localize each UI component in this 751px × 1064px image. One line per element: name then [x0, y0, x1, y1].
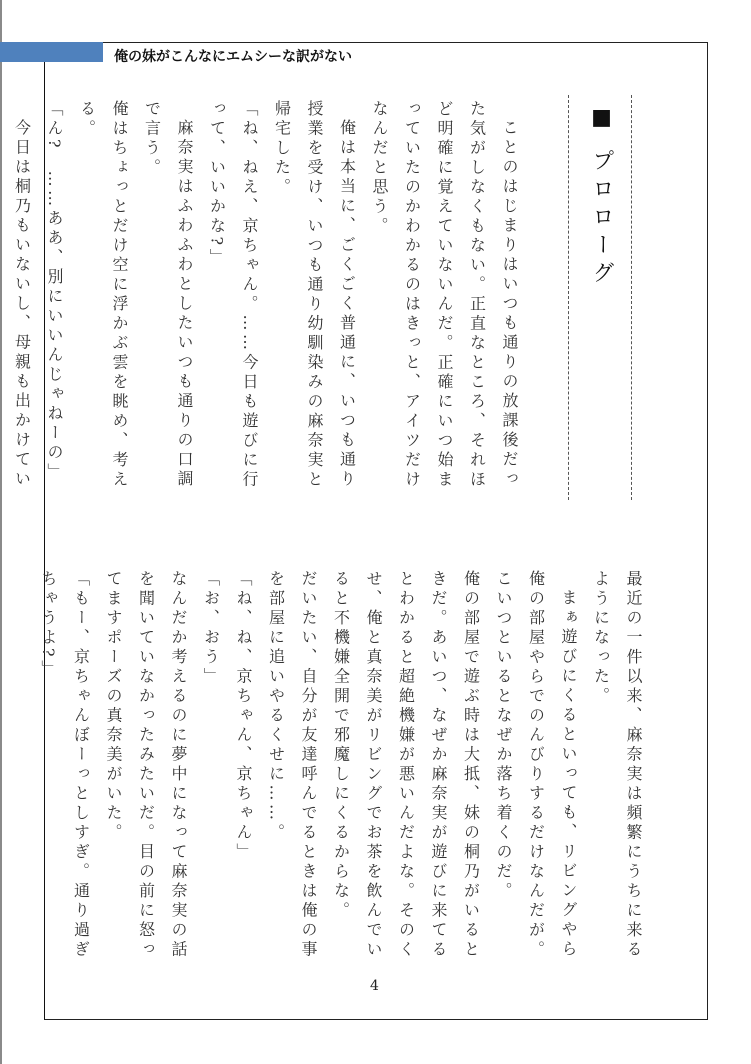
paragraph: なんだか考えるのに夢中になって麻奈実の話を聞いていなかったみたいだ。目の前に怒ってますポーズの真奈美がいた。: [104, 570, 188, 960]
paragraph: 俺の部屋で遊ぶ時は大抵、妹の桐乃がいるときだ。あいつ、なぜか麻奈実が遊びに来てるとわかると超絶機嫌が悪いんだよな。そのくせ、俺と真奈美がリビングでお茶を飲んでいると不機嫌全開で邪魔しにくるからな。: [331, 570, 481, 960]
paragraph: 最近の一件以来、麻奈実は頻繁にうちに来るようになった。: [591, 570, 643, 960]
chapter-heading-box: [568, 95, 632, 500]
paragraph: 今日は桐乃もいないし、母親も出かけてい: [12, 119, 32, 490]
body-text-upper: [0, 100, 525, 492]
body-text-lower: [32, 570, 650, 962]
paragraph: ことのはじまりはいつも通りの放課後だった気がしなくもない。正直なところ、それほど明確に覚えていないんだ。正確にいつ始まっていたのかわかるのはきっと、アイツだけなんだと思う。: [370, 100, 519, 490]
paragraph: まぁ遊びにくるといっても、リビングやら俺の部屋やらでのんびりするだけなんだが。こいつといるとなぜか落ち着くのだ。: [494, 570, 578, 960]
paragraph: 「お、おう」: [201, 570, 221, 687]
paragraph: 俺は本当に、ごくごく普通に、いつも通り授業を受け、いつも通り幼馴染みの麻奈実と帰宅した。: [272, 100, 357, 490]
paragraph: 「ね、ねえ、京ちゃん。……今日も遊びに行って、いいかな?」: [207, 100, 259, 490]
page-number: 4: [370, 978, 379, 994]
paragraph: だいたい、自分が友達呼んでるときは俺の事を部屋に追いやるくせに……。: [266, 570, 318, 960]
paragraph: 「もー、京ちゃんぼーっとしすぎ。通り過ぎちゃうよ?」: [39, 570, 91, 960]
paragraph: 麻奈実はふわふわとしたいつも通りの口調で言う。: [142, 100, 194, 490]
chapter-heading: ■ プロローグ: [589, 105, 614, 289]
paragraph: 「ん? ……ああ、別にいいんじゃねーの」: [45, 100, 64, 483]
paragraph: 「ね、ね、京ちゃん、京ちゃん」: [234, 570, 253, 863]
paragraph: 俺はちょっとだけ空に浮かぶ雲を眺め、考える。: [77, 100, 129, 490]
header-accent-bar: [0, 42, 103, 62]
running-header-title: 俺の妹がこんなにエムシーな訳がない: [114, 49, 352, 65]
